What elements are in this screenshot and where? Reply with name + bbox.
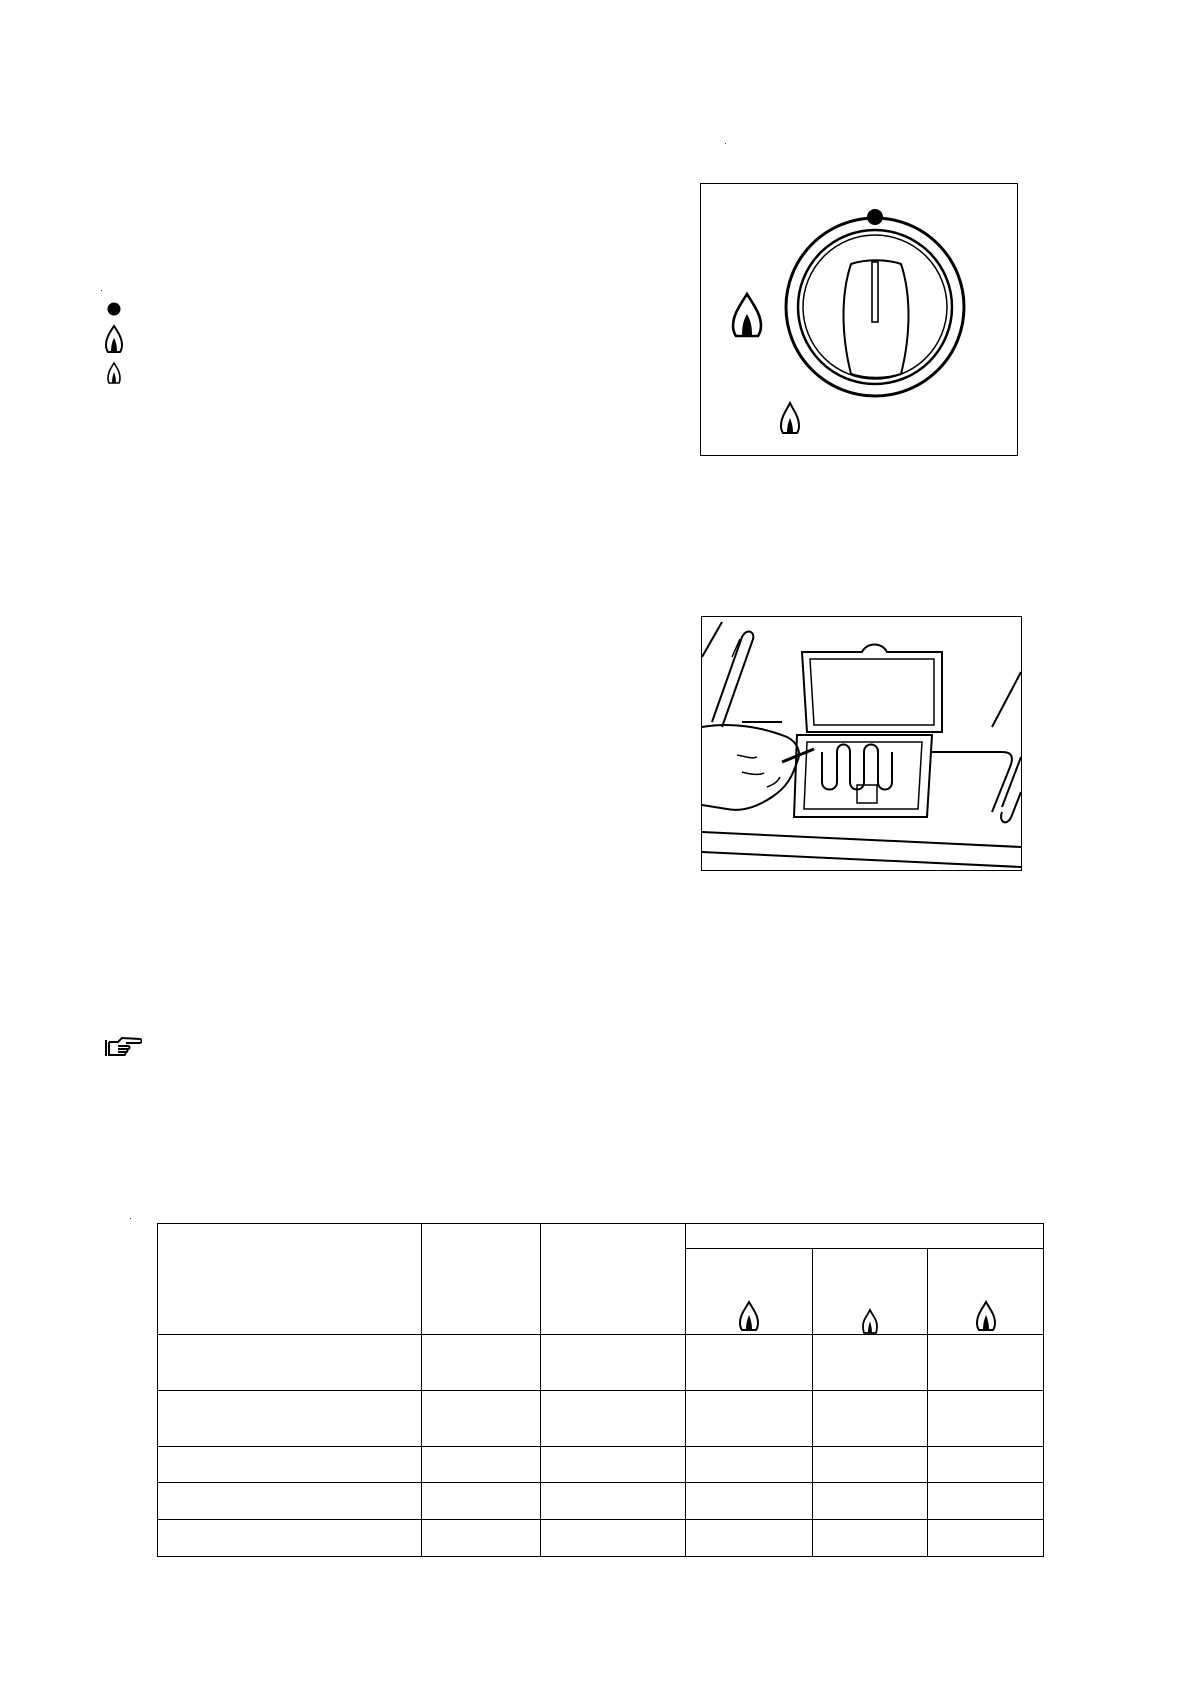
table-flame-cell [686, 1249, 813, 1335]
table-header-group-cell [686, 1224, 1044, 1249]
table-cell [422, 1483, 541, 1520]
table-cell [928, 1520, 1044, 1557]
table-cell [812, 1447, 928, 1483]
scan-speck [725, 143, 726, 144]
note-marker [104, 1036, 142, 1058]
legend-small-flame-symbol [104, 361, 124, 385]
table-cell [812, 1520, 928, 1557]
table-cell [540, 1483, 686, 1520]
large-flame-icon [104, 324, 124, 354]
table-cell [686, 1483, 813, 1520]
table-header-cell [158, 1224, 422, 1335]
table-cell [158, 1483, 422, 1520]
table-cell [928, 1335, 1044, 1391]
table-cell [686, 1447, 813, 1483]
table-cell [422, 1335, 541, 1391]
table-cell [158, 1335, 422, 1391]
table-cell [686, 1520, 813, 1557]
scan-speck [101, 290, 102, 291]
large-flame-icon [733, 294, 761, 336]
large-flame-icon [738, 1300, 760, 1332]
oven-lamp-cover-figure [701, 616, 1022, 871]
table-row [158, 1520, 1044, 1557]
small-flame-icon [106, 361, 122, 385]
lamp-cover-lid [802, 645, 942, 733]
table-cell [422, 1447, 541, 1483]
table-cell [928, 1447, 1044, 1483]
table-flame-cell [812, 1249, 928, 1335]
table-cell [158, 1447, 422, 1483]
table-header-cell [540, 1224, 686, 1335]
table-cell [928, 1483, 1044, 1520]
table-header-row [158, 1224, 1044, 1249]
table-cell [422, 1520, 541, 1557]
large-flame-icon [975, 1300, 997, 1332]
table-row [158, 1391, 1044, 1447]
table-cell [540, 1447, 686, 1483]
gas-setting-table [157, 1223, 1044, 1557]
table-header-cell [422, 1224, 541, 1335]
off-dot-icon [106, 301, 122, 317]
small-flame-icon [781, 403, 799, 433]
table-cell [422, 1391, 541, 1447]
table-cell [812, 1335, 928, 1391]
table-cell [540, 1391, 686, 1447]
scan-speck [130, 1218, 131, 1219]
table-cell [540, 1520, 686, 1557]
table-row [158, 1447, 1044, 1483]
table-cell [158, 1391, 422, 1447]
table-cell [158, 1520, 422, 1557]
knob-pointer [872, 262, 878, 322]
table-row [158, 1483, 1044, 1520]
table-cell [540, 1335, 686, 1391]
table-cell [812, 1483, 928, 1520]
table-cell [928, 1391, 1044, 1447]
table-cell [686, 1335, 813, 1391]
small-flame-icon [861, 1308, 879, 1334]
pointing-hand-icon [104, 1036, 142, 1058]
legend-off-symbol [104, 297, 124, 321]
table-row [158, 1335, 1044, 1391]
table-cell [812, 1391, 928, 1447]
legend-large-flame-symbol [104, 327, 124, 351]
hand-illustration [702, 725, 799, 810]
control-knob-figure [700, 183, 1018, 456]
table-cell [686, 1391, 813, 1447]
table-flame-cell [928, 1249, 1044, 1335]
